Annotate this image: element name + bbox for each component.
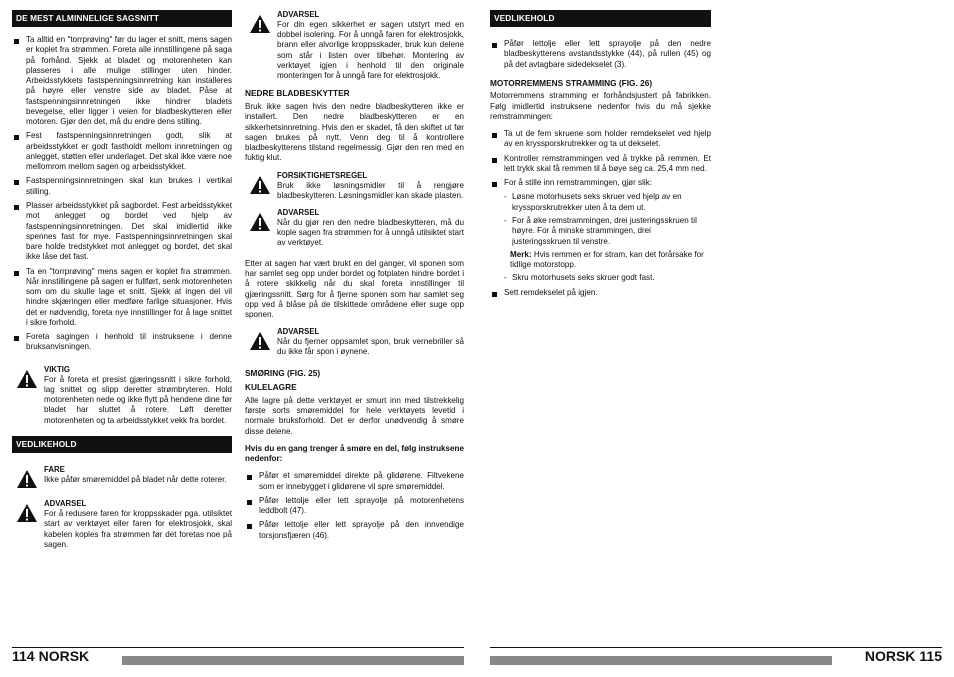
notice-text: For å foreta et presist gjæringssnitt i sikre forhold, lag snittet og slipp deretter strømbryteren. Hold motorenheten nede og ikke flytt på hendene dine før bladet har sluttet å rotere. Løft deretter motorenheten og ta arbeidsstykket vekk fra bordet. [44,374,232,425]
notice-title: FARE [44,464,65,474]
subheading-lower-blade-guard: NEDRE BLADBESKYTTER [245,88,350,99]
maintenance-list [490,39,711,70]
warning-triangle-icon [245,10,277,81]
page-number: 114 [12,648,35,664]
section-heading-maintenance: VEDLIKEHOLD [490,10,711,27]
warning-notice [12,499,232,550]
left-column [12,10,232,557]
final-list [490,288,711,298]
footer-label [12,647,93,665]
warning-notice [245,208,464,249]
warning-notice [245,327,464,357]
list-item: Påfør et smøremiddel direkte på glidørene. Filtvekene som er innebygget i glidørene vil spre smøremiddel. [245,471,464,492]
notice-text: Bruk ikke løsningsmidler til å rengjøre bladbeskytteren. Løsningsmidler kan skade plasten. [277,180,464,200]
footer-bar [490,656,832,665]
warning-triangle-icon [12,365,44,426]
list-item: For å stille inn remstrammingen, gjør slik: [490,178,711,188]
common-cuts-list [12,35,232,353]
notice-title: VIKTIG [44,364,70,374]
footer-label [865,647,942,665]
warning-triangle-icon [245,171,277,201]
language-label: NORSK [864,648,916,664]
list-item: - For å øke remstrammingen, drei justeringsskruen til høyre. For å minske strammingen, drei justeringsskruen til venstre. [504,216,711,247]
subheading-lubrication: SMØRING (FIG. 25) [245,367,321,378]
warning-triangle-icon [12,499,44,550]
list-item: - Skru motorhusets seks skruer godt fast. [504,273,711,283]
list-item: Ta en "torrprøving" mens sagen er koplet fra strømmen. Når innstillingene på sagen er fullført, senk motorenheten som om du skulle lage et snitt. Sjekk at ingen del vil hindre skjæringen eller medføre farlige situasjoner. Hvis det er nødvendig, foreta nye innstillinger for å lage snittet i sikre forhold. [12,267,232,329]
list-item: Ta ut de fem skruene som holder remdekselet ved hjelp av en kryssporskrutrekker og ta ut dekselet. [490,129,711,150]
adjustment-steps-final [490,273,711,283]
notice-text: Når du fjerner oppsamlet spon, bruk vernebriller så du ikke får spon i øynene. [277,337,464,357]
warning-triangle-icon [245,208,277,249]
list-item: Påfør lettolje eller lett sprayolje på den innvendige torsjonsfjæren (46). [245,520,464,541]
note-label: Merk: [510,249,532,259]
list-item: Påfør lettolje eller lett sprayolje på motorenhetens leddbolt (47). [245,496,464,517]
paragraph: Alle lagre på dette verktøyet er smurt inn med tilstrekkelig første sorts smøremiddel for hele verktøyets levetid i normale bruksforhold. Det er derfor unødvendig å smøre disse delene. [245,395,464,436]
notice-text: Når du gjør ren den nedre bladbeskytteren, må du kople sagen fra strømmen for å unngå utilsiktet start av verktøyet. [277,217,464,248]
important-notice [12,365,232,426]
notice-title: ADVARSEL [277,208,320,218]
paragraph: Motorremmens stramming er forhåndsjustert på fabrikken. Følg imidlertid instruksene nedenfor hvis du må sjekke remstrammingen: [490,91,711,121]
language-label: NORSK [38,648,90,664]
notice-text: For din egen sikkerhet er sagen utstyrt med en dobbel isolering. For å unngå faren for elektrosjokk, brann eller alvorlige kroppsskader, bruk kun delene som står i listen over tilbehør. Montering av verktøyet igjen i henhold til den originale monteringen for å unngå fare for elektrosjokk. [277,19,464,81]
notice-title: ADVARSEL [44,499,87,509]
note [490,250,711,271]
paragraph: Bruk ikke sagen hvis den nedre bladbeskytteren ikke er installert. Den nedre bladbeskytteren er en sikkerhetsinnretning. Hvis den er skadet, få den skiftet ut før sagen brukes på nytt. Venn deg til å kontrollere bladbeskytterens tilstand regelmessig. Gjør den ren med en fuktig klut. [245,102,464,163]
paragraph: Etter at sagen har vært brukt en del ganger, vil sponen som har samlet seg opp under bordet og fotplaten hindre bordet i å rotere skikkelig når du skal foreta innstillinger til gjæringssnitt. Sørg for å fjerne sponen som har samlet seg opp ved å blåse på de tilskittede områdene eller suge opp sponen. [245,258,464,320]
caution-notice [245,171,464,201]
notice-title: ADVARSEL [277,327,320,337]
notice-text: Ikke påfør smøremiddel på bladet når dette roterer. [44,474,227,484]
note-text: Hvis remmen er for stram, kan det forårsake for tidlige motorstopp. [510,249,704,270]
list-item: Fastspenningsinnretningen skal kun brukes i vertikal stilling. [12,176,232,197]
warning-notice [245,10,464,81]
list-item: Påfør lettolje eller lett sprayolje på den nedre bladbeskytterens avstandsstykke (44), på rullen (45) og på det avtagbare sidedekselet (3). [490,39,711,70]
section-heading-common-cuts: DE MEST ALMINNELIGE SAGSNITT [12,10,232,27]
section-heading-maintenance: VEDLIKEHOLD [12,436,232,453]
lubrication-list [245,471,464,541]
list-item: Plasser arbeidsstykket på sagbordet. Fest arbeidsstykket mot anlegget og bordet ved hjelp av fastspenningsinnretningen. Det skal imidlertid ikke spennes fast for mye. Fastspenningsinnretningen skal bare holde tredstykket mot anlegget og bordet, det skal ikke låse det fast. [12,201,232,263]
middle-column [245,10,464,545]
footer-bar [122,656,464,665]
notice-title: FORSIKTIGHETSREGEL [277,170,368,180]
notice-text: For å redusere faren for kroppsskader pga. utilsiktet start av verktøyet eller faren for elektrosjokk, skal kabelen koples fra strømmen før det foretas noe på sagen. [44,509,232,549]
subheading-belt-tension: MOTORREMMENS STRAMMING (FIG. 26) [490,77,653,88]
list-item: Ta alltid en "torrprøving" før du lager et snitt, mens sagen er koplet fra strømmen. Foreta alle innstillingene på saga på forhånd. Sjekk at bladet og motorenheten kan plasseres i alle mulige stillinger uten hinder. Arbeidsstykkets fastspenningsinnretning kan installeres på høyre eller venstre side av bladet. Påse at fastspenningsinnretningen ikke hindrer bladets bevegelse, eller ligger i veien for bladbeskytteren eller motoren. Gjør den det, må du endre dens stilling. [12,35,232,127]
list-item: Fest fastspenningsinnretningen godt, slik at arbeidsstykket er godt fastholdt mellom innretningen og anlegget, støtten eller underlaget. Det skal ikke være noe mellomrom mellom sagen og arbeidsstykket. [12,131,232,172]
notice-title: ADVARSEL [277,10,320,19]
list-item: - Løsne motorhusets seks skruer ved hjelp av en kryssporskrutrekker uten å ta dem ut. [504,192,711,213]
warning-triangle-icon [245,327,277,357]
belt-tension-list [490,129,711,188]
list-item: Kontroller remstrammingen ved å trykke på remmen. Et lett trykk skal få remmen til å bøye seg ca. 25,4 mm ned. [490,154,711,175]
list-item: Sett remdekselet på igjen. [490,288,711,298]
page-number: 115 [919,648,942,664]
list-item: Foreta sagingen i henhold til instruksene i denne bruksanvisningen. [12,332,232,353]
lubrication-intro: Hvis du en gang trenger å smøre en del, følg instruksene nedenfor: [245,443,464,464]
adjustment-steps [490,192,711,246]
footer-left [12,647,464,665]
footer-right [490,647,942,665]
warning-triangle-icon [12,465,44,492]
danger-notice [12,465,232,492]
subheading-bearings: KULELAGRE [245,382,297,393]
right-column [490,10,711,302]
